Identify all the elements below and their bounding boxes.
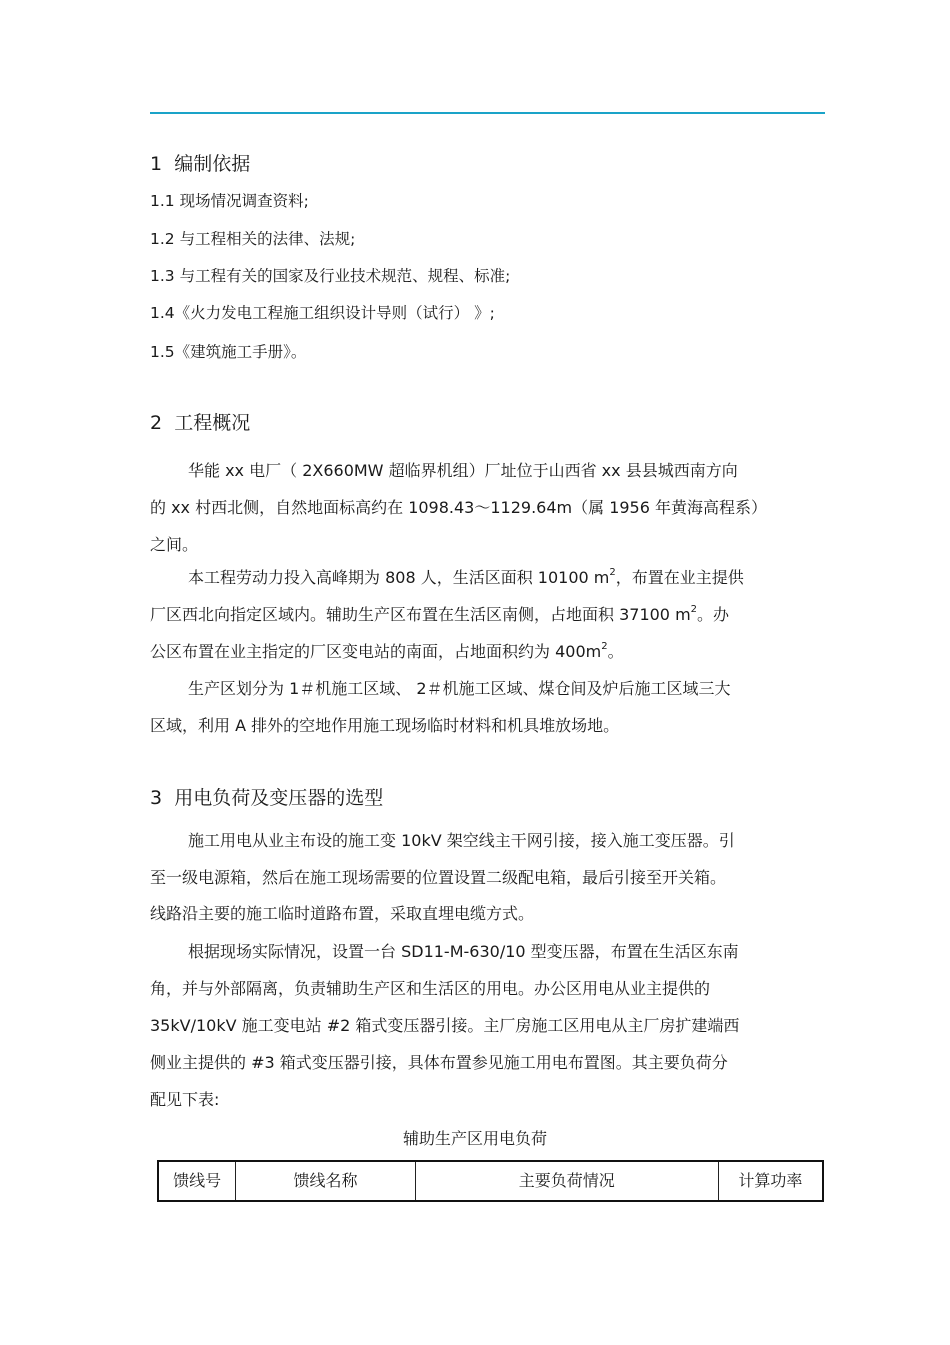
list-item: 1.3 与工程有关的国家及行业技术规范、规程、标准;: [150, 267, 511, 285]
section-1-heading: 1 编制依据: [150, 153, 251, 175]
table-header-row: [158, 1161, 823, 1201]
list-item: 1.4《火力发电工程施工组织设计导则（试行） 》;: [150, 304, 495, 322]
header-rule: [150, 112, 825, 114]
load-table: [157, 1160, 824, 1202]
table-caption: 辅助生产区用电负荷: [402, 1129, 547, 1148]
section-3-paragraph-1: 施工用电从业主布设的施工变 10kV 架空线主干网引接，接入施工变压器。引 至一级电源箱，然后在施工现场需要的位置设置二级配电箱，最后引接至开关箱。 线路沿主要的施工临时道路布置，采取直埋电缆方式。: [150, 831, 735, 923]
section-2-heading: 2 工程概况: [150, 412, 251, 434]
section-2-paragraph-1: 华能 xx 电厂（ 2X660MW 超临界机组）厂址位于山西省 xx 县县城西南方向 的 xx 村西北侧，自然地面标高约在 1098.43～1129.64m（属 1956 年黄海高程系） 之间。: [150, 461, 768, 554]
section-3-heading: 3 用电负荷及变压器的选型: [150, 787, 384, 809]
list-item: 1.1 现场情况调查资料;: [150, 192, 309, 210]
table-header-cell: 馈线号: [158, 1161, 236, 1201]
section-2-paragraph-2: 本工程劳动力投入高峰期为 808 人，生活区面积 10100 $m^2$，布置在业主提供 厂区西北向指定区域内。辅助生产区布置在生活区南侧，占地面积 37100 $m^2$。办 公区布置在业主指定的厂区变电站的南面，占地面积约为 $400m^2$。: [150, 567, 744, 661]
list-item: 1.5《建筑施工手册》。: [150, 343, 307, 361]
section-2-paragraph-3: 生产区划分为 1＃机施工区域、 2＃机施工区域、煤仓间及炉后施工区域三大 区域，利用 A 排外的空地作用施工现场临时材料和机具堆放场地。: [150, 679, 731, 735]
table-header-cell: 主要负荷情况: [415, 1161, 718, 1201]
table-header-cell: 计算功率: [718, 1161, 823, 1201]
table-header-cell: 馈线名称: [236, 1161, 415, 1201]
section-3-paragraph-2: 根据现场实际情况，设置一台 SD11-M-630/10 型变压器，布置在生活区东南 角，并与外部隔离，负责辅助生产区和生活区的用电。办公区用电从业主提供的 35kV/10kV 施工变电站 #2 箱式变压器引接。主厂房施工区用电从主厂房扩建端西 侧业主提供的 #3 箱式变压器引接，具体布置参见施工用电布置图。其主要负荷分 配见下表:: [150, 942, 740, 1109]
list-item: 1.2 与工程相关的法律、法规;: [150, 230, 356, 248]
